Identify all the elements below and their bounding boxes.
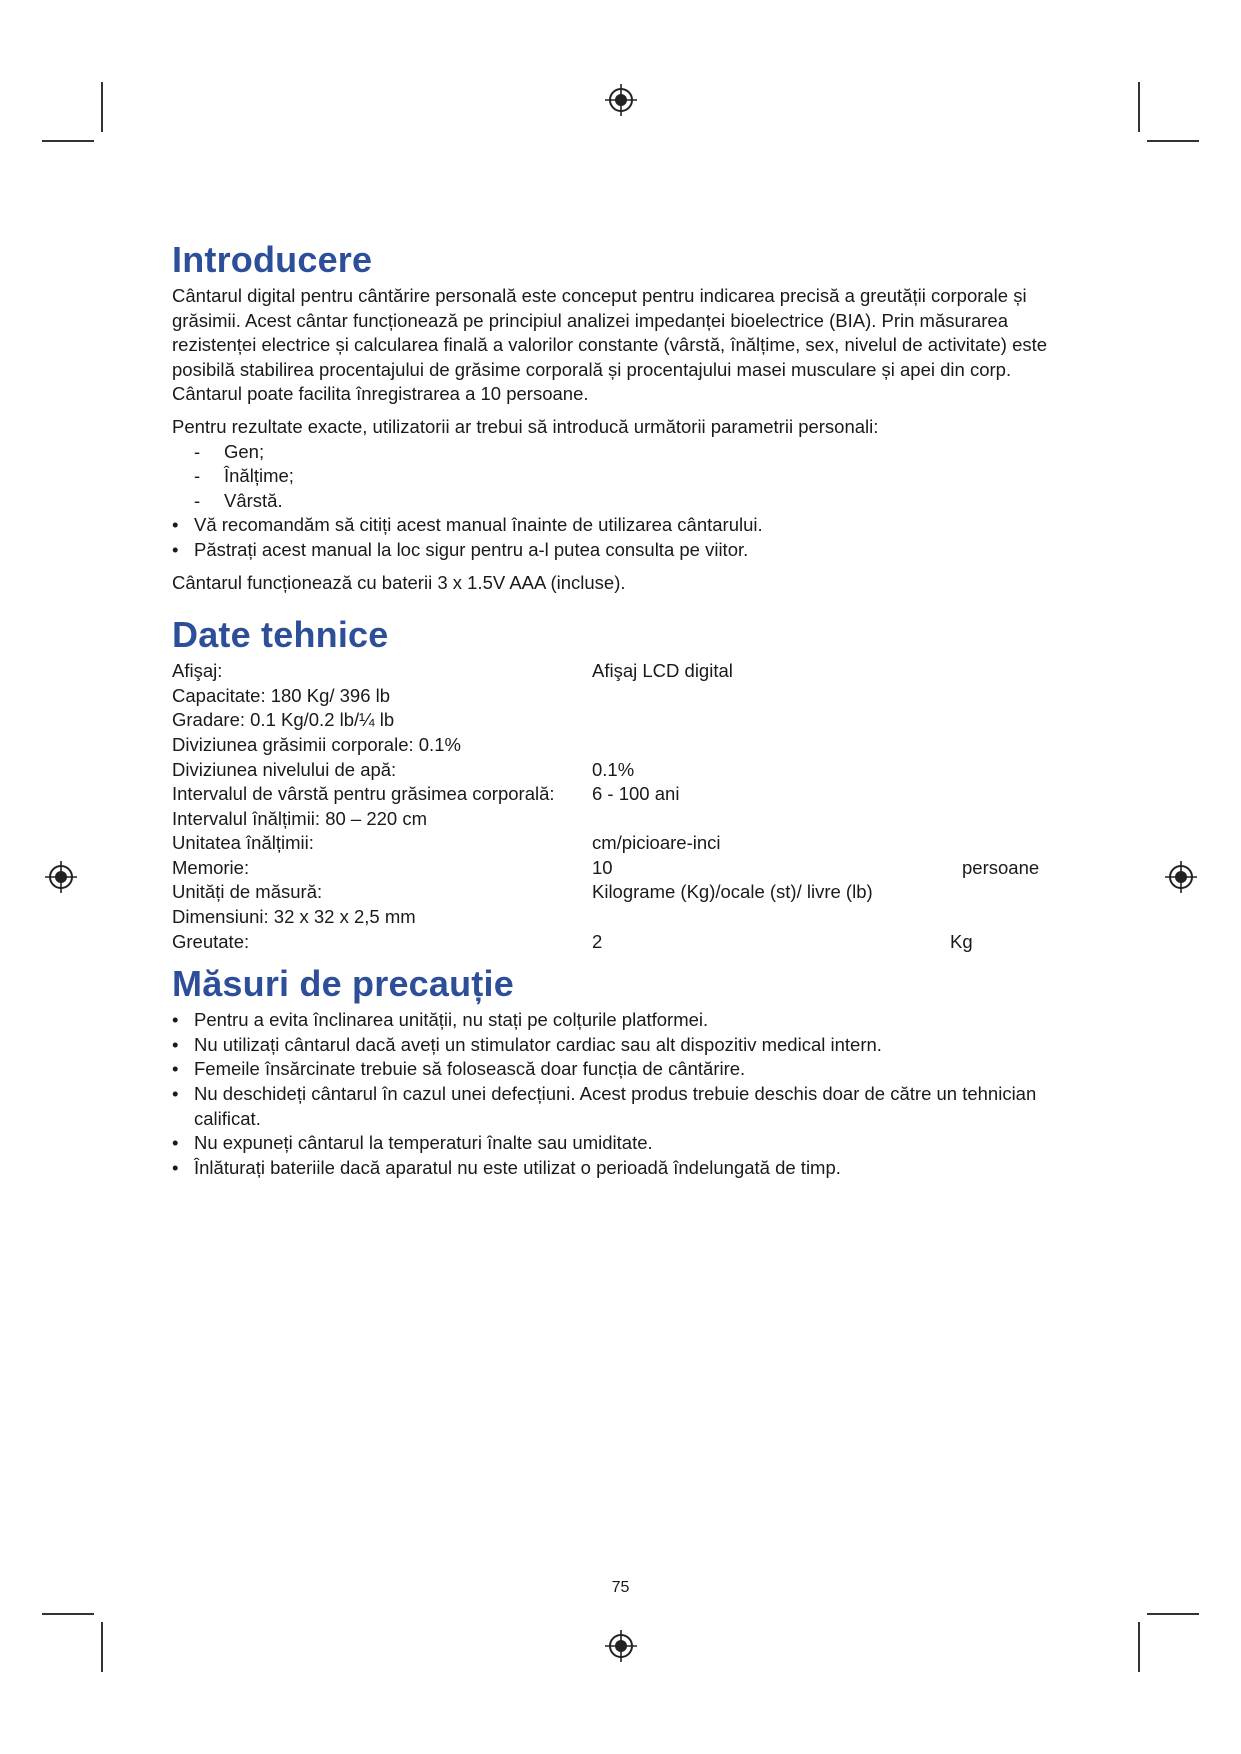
spec-row	[172, 659, 1092, 684]
spec-row	[172, 807, 1092, 832]
intro-paragraph: Cântarul digital pentru cântărire personală este conceput pentru indicarea precisă a greutății corporale și grăsimii. Acest cântar funcționează pe principiul analizei impedanței bioelectrice (BIA). Prin măsurarea rezistenței electrice și calcularea finală a valorilor constante (vârstă, înălțime, sex, nivelul de activitate) este posibilă stabilirea procentajului de grăsime corporală și procentajului masei musculare și apei din corp.	[172, 285, 1048, 380]
spec-extra: persoane	[962, 856, 1040, 878]
spec-row	[172, 905, 1092, 930]
list-item: • Vă recomandăm să citiți acest manual înainte de utilizarea cântarului.	[172, 513, 1092, 538]
params-list	[172, 440, 1092, 514]
spec-row	[172, 684, 1092, 709]
page-number: 75	[611, 1579, 630, 1596]
list-item: • Femeile însărcinate trebuie să folosească doar funcția de cântărire.	[172, 1057, 1092, 1082]
spec-label: Diviziunea nivelului de apă:	[172, 758, 397, 780]
spec-label: Greutate:	[172, 930, 250, 952]
spec-row	[172, 930, 1092, 955]
crop-mark-bottom-left-h	[42, 1613, 94, 1615]
battery-note: Cântarul funcționează cu baterii 3 x 1.5V AAA (incluse).	[172, 571, 626, 593]
list-item: • Înlăturați bateriile dacă aparatul nu este utilizat o perioadă îndelungată de timp.	[172, 1156, 1092, 1181]
list-item: - Gen;	[172, 440, 1092, 465]
list-item: • Nu expuneți cântarul la temperaturi înalte sau umiditate.	[172, 1131, 1092, 1156]
list-item: • Nu deschideți cântarul în cazul unei defecțiuni. Acest produs trebuie deschis doar de către un tehnician calificat.	[172, 1082, 1092, 1131]
precautions-list	[172, 1008, 1092, 1180]
specs-table	[172, 659, 1092, 954]
spec-row	[172, 782, 1092, 807]
registration-mark-icon	[604, 1629, 638, 1663]
spec-label: Intervalul de vârstă pentru grăsimea corporală:	[172, 783, 555, 805]
crop-mark-bottom-right-v	[1138, 1622, 1140, 1672]
spec-label: Unitatea înălțimii:	[172, 832, 314, 854]
spec-label: Dimensiuni: 32 x 32 x 2,5 mm	[172, 906, 416, 928]
list-item: • Păstrați acest manual la loc sigur pentru a-l putea consulta pe viitor.	[172, 538, 1092, 563]
list-item: - Înălțime;	[172, 464, 1092, 489]
spec-row	[172, 831, 1092, 856]
crop-mark-top-right-h	[1147, 140, 1199, 142]
spec-row	[172, 856, 1092, 881]
page-content	[172, 238, 1092, 1180]
registration-mark-icon	[1164, 860, 1198, 894]
spec-row	[172, 708, 1092, 733]
spec-label: Capacitate: 180 Kg/ 396 lb	[172, 684, 391, 706]
spec-value: 10	[592, 856, 613, 878]
precautions-heading: Măsuri de precauție	[172, 963, 514, 1005]
spec-row	[172, 733, 1092, 758]
intro-heading: Introducere	[172, 239, 373, 280]
intro-bullets	[172, 513, 1092, 562]
list-item: • Pentru a evita înclinarea unității, nu stați pe colțurile platformei.	[172, 1008, 1092, 1033]
registration-mark-icon	[44, 860, 78, 894]
spec-label: Diviziunea grăsimii corporale: 0.1%	[172, 733, 461, 755]
spec-label: Intervalul înălțimii: 80 – 220 cm	[172, 807, 428, 829]
spec-value: Kilograme (Kg)/ocale (st)/ livre (lb)	[592, 881, 873, 903]
spec-label: Unități de măsură:	[172, 881, 323, 903]
spec-value: 6 - 100 ani	[592, 783, 680, 805]
list-item: - Vârstă.	[172, 489, 1092, 514]
spec-value: 0.1%	[592, 758, 635, 780]
spec-row	[172, 880, 1092, 905]
intro-capacity-note: Cântarul poate facilita înregistrarea a 10 persoane.	[172, 383, 589, 405]
spec-label: Afişaj:	[172, 660, 223, 682]
intro-params-lead: Pentru rezultate exacte, utilizatorii ar trebui să introducă următorii parametrii personali:	[172, 415, 879, 437]
crop-mark-top-left-h	[42, 140, 94, 142]
crop-mark-top-left-v	[101, 82, 103, 132]
crop-mark-bottom-left-v	[101, 1622, 103, 1672]
spec-row	[172, 758, 1092, 783]
spec-value: cm/picioare-inci	[592, 832, 721, 854]
spec-value: Afişaj LCD digital	[592, 660, 733, 682]
spec-label: Memorie:	[172, 856, 250, 878]
list-item: • Nu utilizați cântarul dacă aveți un stimulator cardiac sau alt dispozitiv medical intern.	[172, 1033, 1092, 1058]
spec-extra: Kg	[950, 930, 973, 952]
crop-mark-top-right-v	[1138, 82, 1140, 132]
spec-label: Gradare: 0.1 Kg/0.2 lb/¼ lb	[172, 709, 395, 731]
crop-mark-bottom-right-h	[1147, 1613, 1199, 1615]
spec-value: 2	[592, 930, 603, 952]
specs-heading: Date tehnice	[172, 614, 389, 656]
registration-mark-icon	[604, 83, 638, 117]
